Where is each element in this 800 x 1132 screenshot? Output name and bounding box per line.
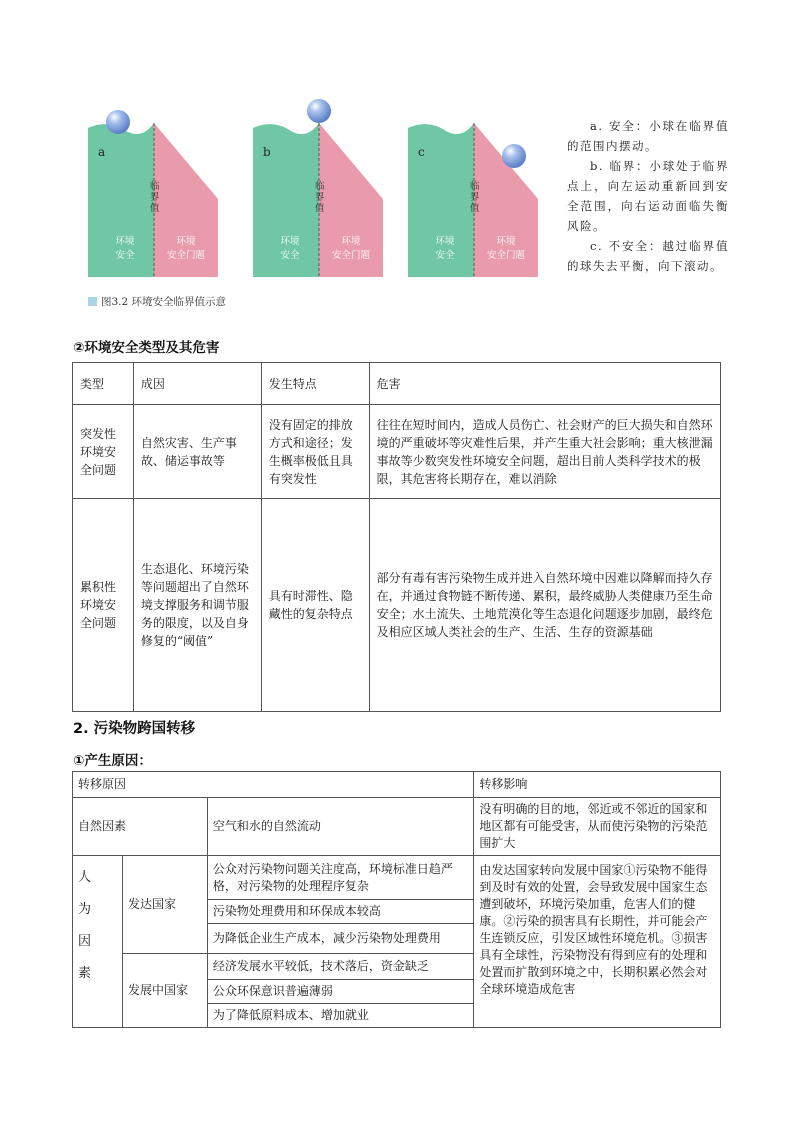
row-cause: 自然灾害、生产事故、储运事故等	[133, 405, 261, 499]
row-feature: 没有固定的排放方式和途径；发生概率极低且具有突发性	[261, 405, 369, 499]
developed-country-cell: 发达国家	[122, 856, 207, 954]
caption-marker	[88, 297, 97, 306]
panel-letter: b	[263, 145, 271, 159]
natural-impact-cell: 没有明确的目的地，邻近或不邻近的国家和地区都有可能受害，从而使污染物的污染范围扩大	[474, 798, 721, 856]
pollutant-transfer-table	[72, 771, 721, 1028]
header-harm: 危害	[369, 363, 720, 405]
figure-caption: 图3.2 环境安全临界值示意	[88, 294, 226, 309]
ball-icon	[307, 99, 331, 123]
figure-side-notes	[567, 116, 729, 276]
human-impact-cell: 由发达国家转向发展中国家①污染物不能得到及时有效的处置，会导致发展中国家生态遭到破坏，环境污染加重，危害人们的健康。②污染的损害具有长期性，并可能会产生连锁反应，引发区域性环境危机。③损害具有全球性，污染物没有得到应有的处理和处置而扩散到环境之中，长期积累必然会对全球环境造成危害	[474, 856, 721, 1028]
figure-panel-b	[253, 95, 383, 277]
developed-reason-cell: 公众对污染物问题关注度高，环境标准日趋严格，对污染物的处理程序复杂	[207, 856, 474, 900]
row-cause: 生态退化、环境污染等问题超出了自然环境支撑服务和调节服务的限度，以及自身修复的“阈值”	[133, 499, 261, 712]
human-factor-cell: 人 为 因 素	[73, 856, 123, 1028]
panel-letter: a	[98, 145, 106, 159]
figure-panel-a	[88, 95, 218, 277]
developing-reason-cell: 经济发展水平较低，技术落后，资金缺乏	[207, 954, 474, 980]
header-transfer-reason: 转移原因	[73, 772, 474, 798]
ball-icon	[502, 144, 526, 168]
row-feature: 具有时滞性、隐藏性的复杂特点	[261, 499, 369, 712]
ball-icon	[106, 110, 130, 134]
safe-zone-label: 环境 安全	[115, 236, 135, 261]
note-a: a. 安全：小球在临界值的范围内摆动。	[567, 119, 729, 153]
row-harm: 部分有毒有害污染物生成并进入自然环境中因难以降解而持久存在，并通过食物链不断传递、累积，最终威胁人类健康乃至生命安全；水土流失、土地荒漠化等生态退化问题逐步加剧，最终危及相应区域人类社会的生产、生活、生存的资源基础	[369, 499, 720, 712]
unsafe-zone-label: 环境 安全门题	[331, 236, 370, 261]
header-type: 类型	[73, 363, 134, 405]
critical-value-label: 临界值	[315, 181, 325, 214]
table-header-row	[73, 363, 721, 405]
safe-zone-label: 环境 安全	[280, 236, 300, 261]
developing-country-cell: 发展中国家	[122, 954, 207, 1028]
developed-reason-cell: 污染物处理费用和环保成本较高	[207, 900, 474, 924]
panel-letter: c	[418, 145, 425, 159]
developing-reason-cell: 为了降低原料成本、增加就业	[207, 1004, 474, 1028]
critical-value-label: 临界值	[150, 181, 160, 214]
header-cause: 成因	[133, 363, 261, 405]
section-heading-pollutant-transfer: 2. 污染物跨国转移	[73, 721, 196, 737]
table-header-row	[73, 772, 721, 798]
figure-panel-c	[408, 95, 538, 277]
safe-zone-label: 环境 安全	[435, 236, 455, 261]
figure-3-2	[88, 95, 558, 310]
natural-reason-cell: 空气和水的自然流动	[207, 798, 474, 856]
row-type: 突发性环境安全问题	[73, 405, 134, 499]
header-transfer-impact: 转移影响	[474, 772, 721, 798]
header-feature: 发生特点	[261, 363, 369, 405]
section-heading-environment-safety-types: ②环境安全类型及其危害	[73, 340, 220, 356]
row-type: 累积性环境安全问题	[73, 499, 134, 712]
natural-factor-cell: 自然因素	[73, 798, 208, 856]
table-row	[73, 798, 721, 856]
subheading-causes: ①产生原因：	[73, 753, 152, 769]
table-row	[73, 499, 721, 712]
table-row	[73, 856, 721, 900]
critical-value-label: 临界值	[470, 181, 480, 214]
developed-reason-cell: 为降低企业生产成本，减少污染物处理费用	[207, 924, 474, 954]
note-c: c. 不安全：越过临界值的球失去平衡，向下滚动。	[567, 239, 729, 273]
unsafe-zone-label: 环境 安全门题	[166, 236, 205, 261]
table-row	[73, 405, 721, 499]
row-harm: 往往在短时间内，造成人员伤亡、社会财产的巨大损失和自然环境的严重破坏等灾难性后果，并产生重大社会影响；重大核泄漏事故等少数突发性环境安全问题，超出目前人类科学技术的极限，其危害将长期存在，难以消除	[369, 405, 720, 499]
note-b: b. 临界：小球处于临界点上，向左运动重新回到安全范围，向右运动面临失衡风险。	[567, 159, 729, 233]
developing-reason-cell: 公众环保意识普遍薄弱	[207, 980, 474, 1004]
unsafe-zone-label: 环境 安全门题	[486, 236, 525, 261]
environment-safety-table	[72, 362, 721, 712]
